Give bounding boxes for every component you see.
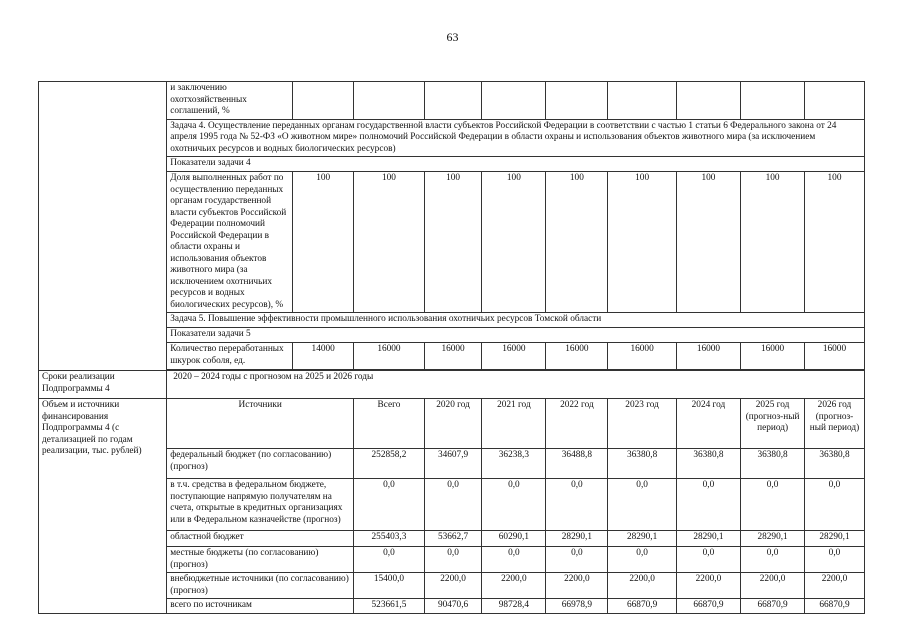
finance-value: 2200,0 [805,573,865,599]
value-cell: 100 [293,172,354,313]
finance-value: 34607,9 [424,449,481,479]
finance-value: 0,0 [546,479,608,531]
task-5-indicators-label: Показатели задачи 5 [167,328,865,343]
finance-value: 36380,8 [805,449,865,479]
finance-header-row [39,399,866,449]
value-cell: 100 [805,172,865,313]
finance-value: 66870,9 [741,599,805,614]
terms-value: 2020 – 2024 годы с прогнозом на 2025 и 2026 годы [167,371,865,399]
value-cell: 16000 [482,343,546,370]
finance-value: 2200,0 [676,573,740,599]
left-empty-cell [39,82,167,371]
finance-header-sources: Источники [167,399,354,449]
task-4-indicators-label: Показатели задачи 4 [167,157,865,172]
finance-header-cell: 2026 год (прогноз-ный период) [805,399,865,449]
finance-value: 0,0 [741,479,805,531]
value-cell: 100 [482,172,546,313]
terms-label: Сроки реализации Подпрограммы 4 [39,371,167,399]
finance-value: 90470,6 [424,599,481,614]
passport-table [38,81,866,614]
finance-label: Объем и источники финансирования Подпрограммы 4 (с детализацией по годам реализации, тыс. рублей) [39,399,167,614]
value-cell: 14000 [293,343,354,370]
finance-source-name: федеральный бюджет (по согласованию) (прогноз) [167,449,354,479]
value-cell: 100 [676,172,740,313]
page-number: 63 [446,30,459,44]
finance-value: 0,0 [546,547,608,573]
table-row [39,82,866,120]
finance-value: 15400,0 [354,573,425,599]
finance-value: 0,0 [482,547,546,573]
finance-value: 28290,1 [741,531,805,547]
finance-value: 2200,0 [546,573,608,599]
finance-value: 2200,0 [608,573,677,599]
value-cell: 100 [546,172,608,313]
finance-value: 2200,0 [741,573,805,599]
value-cell: 100 [741,172,805,313]
finance-value: 36488,8 [546,449,608,479]
finance-source-name: областной бюджет [167,531,354,547]
finance-value: 252858,2 [354,449,425,479]
finance-header-cell: 2020 год [424,399,481,449]
finance-header-cell: 2025 год (прогноз-ный период) [741,399,805,449]
finance-value: 66870,9 [805,599,865,614]
value-cell: 100 [354,172,425,313]
value-cell: 100 [608,172,677,313]
terms-row [39,371,866,399]
finance-value: 36380,8 [741,449,805,479]
finance-value: 0,0 [676,547,740,573]
finance-value: 0,0 [482,479,546,531]
finance-value: 0,0 [676,479,740,531]
finance-value: 0,0 [424,479,481,531]
finance-value: 0,0 [741,547,805,573]
finance-header-cell: Всего [354,399,425,449]
finance-header-cell: 2023 год [608,399,677,449]
value-cell: 16000 [741,343,805,370]
value-cell: 16000 [676,343,740,370]
finance-value: 0,0 [805,479,865,531]
finance-value: 28290,1 [608,531,677,547]
finance-value: 255403,3 [354,531,425,547]
indicator-name: и заключению охотхозяйственных соглашений, % [167,82,293,120]
finance-header-cell: 2024 год [676,399,740,449]
finance-source-name: внебюджетные источники (по согласованию) (прогноз) [167,573,354,599]
finance-value: 28290,1 [676,531,740,547]
finance-value: 0,0 [424,547,481,573]
finance-value: 0,0 [354,547,425,573]
finance-value: 523661,5 [354,599,425,614]
finance-value: 36380,8 [608,449,677,479]
finance-value: 60290,1 [482,531,546,547]
finance-value: 2200,0 [482,573,546,599]
finance-source-name: местные бюджеты (по согласованию) (прогноз) [167,547,354,573]
finance-value: 66978,9 [546,599,608,614]
finance-value: 98728,4 [482,599,546,614]
finance-header-cell: 2022 год [546,399,608,449]
value-cell: 16000 [546,343,608,370]
finance-source-name: в т.ч. средства в федеральном бюджете, поступающие напрямую получателям на счета, открытые в кредитных организациях или в Федеральном казначействе (прогноз) [167,479,354,531]
task-5-title: Задача 5. Повышение эффективности промышленного использования охотничьих ресурсов Томской области [167,313,865,328]
finance-value: 36238,3 [482,449,546,479]
finance-value: 0,0 [608,479,677,531]
indicator-name: Количество переработанных шкурок соболя, ед. [167,343,293,370]
finance-value: 36380,8 [676,449,740,479]
value-cell: 16000 [354,343,425,370]
finance-value: 66870,9 [608,599,677,614]
value-cell: 100 [424,172,481,313]
finance-value: 28290,1 [805,531,865,547]
task-4-title: Задача 4. Осуществление переданных органам государственной власти субъектов Российской Федерации в соответствии с частью 1 статьи 6 Федерального закона от 24 апреля 1995 года № 52-ФЗ «О животном мире» полномочий Российской Федерации в области охраны и использования объектов животного мира (за исключением охотничьих ресурсов и водных биологических ресурсов) [167,119,865,157]
value-cell: 16000 [424,343,481,370]
finance-value: 28290,1 [546,531,608,547]
finance-value: 2200,0 [424,573,481,599]
finance-value: 66870,9 [676,599,740,614]
finance-source-name: всего по источникам [167,599,354,614]
indicator-name: Доля выполненных работ по осуществлению переданных органам государственной власти субъектов Российской Федерации полномочий Российской Федерации в области охраны и использования объектов животного мира (за исключением охотничьих ресурсов и водных биологических ресурсов), % [167,172,293,313]
finance-value: 0,0 [354,479,425,531]
finance-value: 53662,7 [424,531,481,547]
finance-value: 0,0 [608,547,677,573]
value-cell: 16000 [805,343,865,370]
finance-header-cell: 2021 год [482,399,546,449]
finance-value: 0,0 [805,547,865,573]
value-cell: 16000 [608,343,677,370]
